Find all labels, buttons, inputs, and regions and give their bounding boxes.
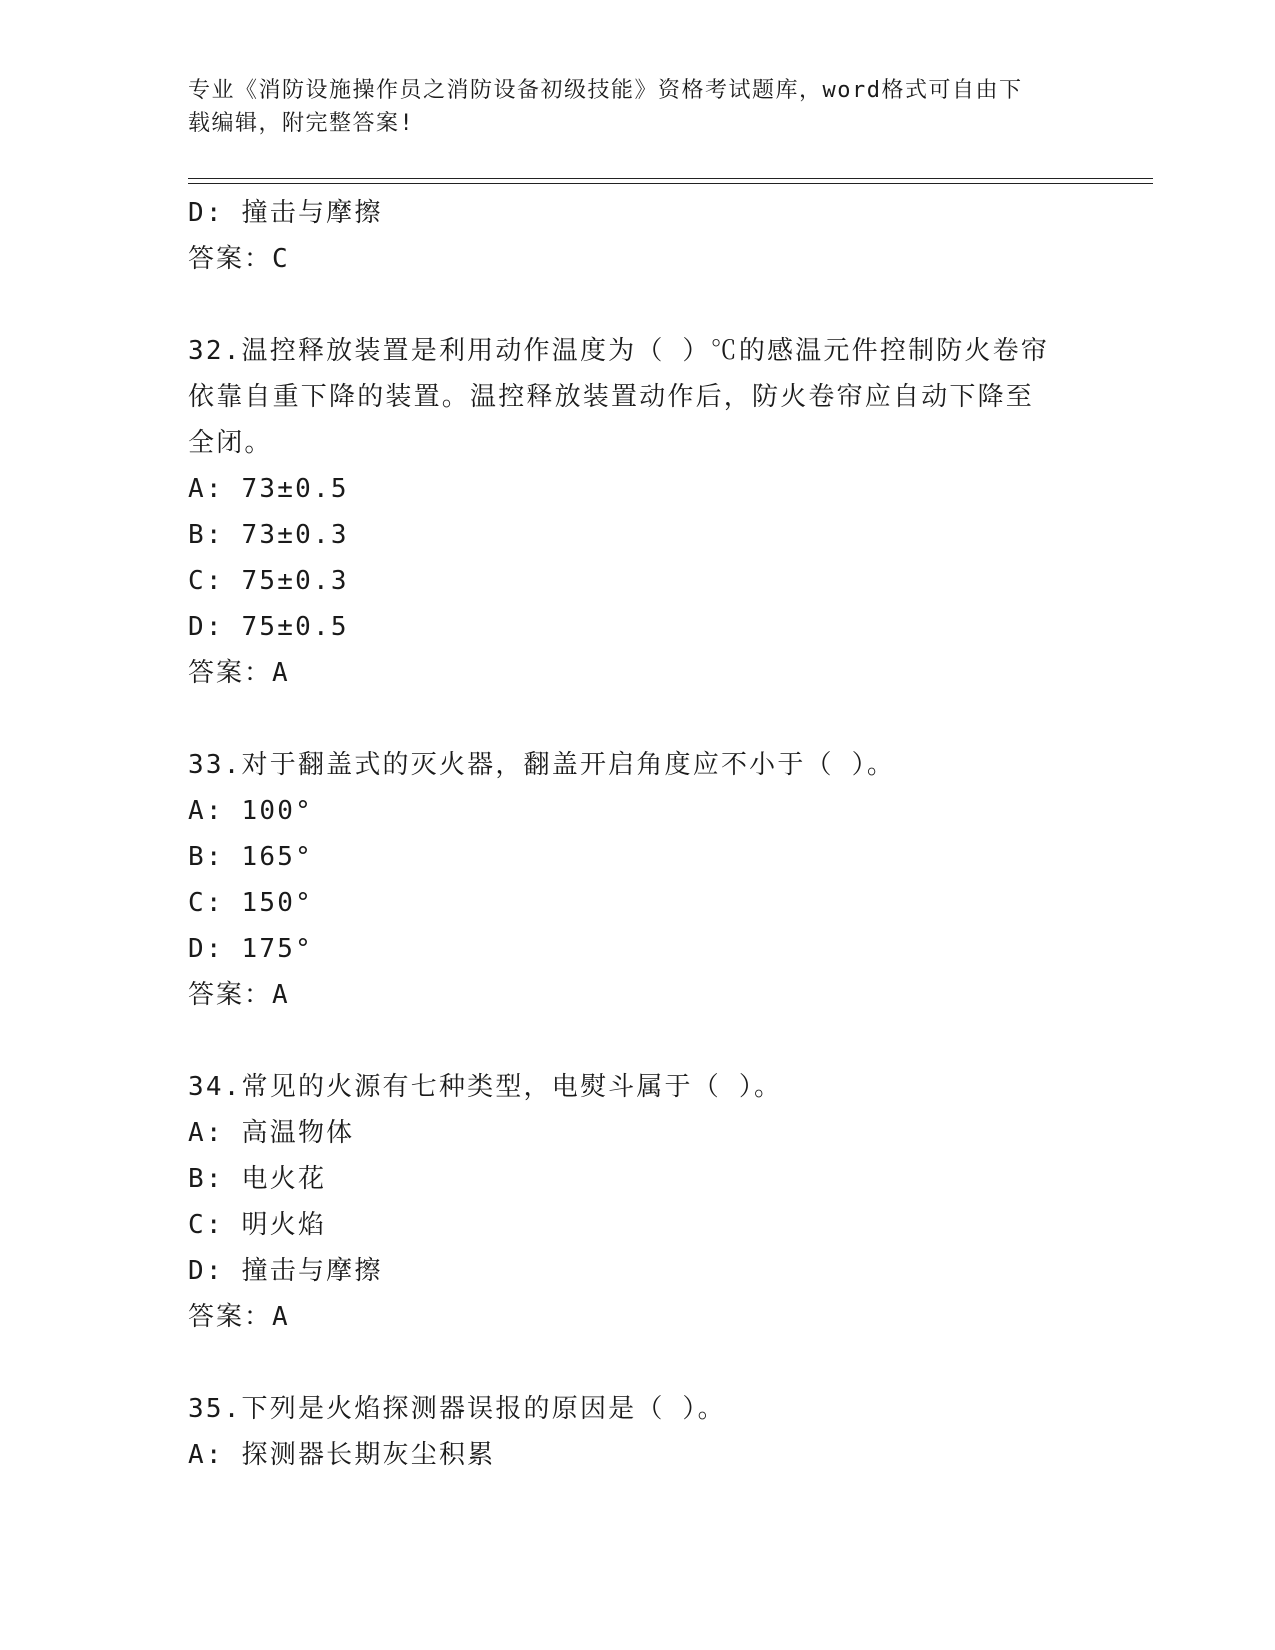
option-d: D: 175°	[188, 934, 313, 964]
spacer	[188, 696, 1088, 742]
spacer	[188, 282, 1088, 328]
header-line-2: 载编辑，附完整答案!	[188, 111, 415, 136]
header-divider-bottom	[188, 183, 1153, 184]
option-d: D: 撞击与摩擦	[188, 1256, 383, 1286]
question-stem	[188, 1064, 1088, 1110]
stem-line: 依靠自重下降的装置。温控释放装置动作后，防火卷帘应自动下降至	[188, 382, 1035, 412]
stem-line: 35.下列是火焰探测器误报的原因是（ ）。	[188, 1394, 726, 1424]
answer-label: 答案：	[188, 980, 273, 1010]
answer-line	[188, 1294, 1088, 1340]
stem-line: 全闭。	[188, 428, 273, 458]
option-d: D: 撞击与摩擦	[188, 198, 383, 228]
option-b: B: 165°	[188, 842, 313, 872]
answer-value: A	[272, 658, 290, 688]
option-b: B: 73±0.3	[188, 520, 349, 550]
stem-line: 34.常见的火源有七种类型，电熨斗属于（ ）。	[188, 1072, 783, 1102]
answer-label: 答案：	[188, 244, 273, 274]
option-a: A: 100°	[188, 796, 313, 826]
header-line-1: 专业《消防设施操作员之消防设备初级技能》资格考试题库，word格式可自由下	[188, 78, 1023, 103]
option-d: D: 75±0.5	[188, 612, 349, 642]
question-stem	[188, 742, 1088, 788]
stem-line: 33.对于翻盖式的灭火器，翻盖开启角度应不小于（ ）。	[188, 750, 896, 780]
option-c: C: 150°	[188, 888, 313, 918]
question-32	[188, 328, 1088, 696]
question-33	[188, 742, 1088, 1018]
answer-value: C	[272, 244, 290, 274]
answer-label: 答案：	[188, 658, 273, 688]
spacer	[188, 1018, 1088, 1064]
option-a: A: 探测器长期灰尘积累	[188, 1440, 496, 1470]
option-a: A: 73±0.5	[188, 474, 349, 504]
answer-value: A	[272, 1302, 290, 1332]
stem-line: 32.温控释放装置是利用动作温度为（ ）℃的感温元件控制防火卷帘	[188, 336, 1050, 366]
question-stem	[188, 1386, 1088, 1432]
document-header	[188, 74, 1088, 140]
option-c: C: 75±0.3	[188, 566, 349, 596]
question-31-tail	[188, 190, 1088, 282]
answer-line	[188, 650, 1088, 696]
option-c: C: 明火焰	[188, 1210, 327, 1240]
answer-line	[188, 972, 1088, 1018]
answer-label: 答案：	[188, 1302, 273, 1332]
spacer	[188, 1340, 1088, 1386]
option-a: A: 高温物体	[188, 1118, 355, 1148]
question-35	[188, 1386, 1088, 1478]
question-list	[188, 190, 1088, 1478]
option-b: B: 电火花	[188, 1164, 327, 1194]
answer-value: A	[272, 980, 290, 1010]
question-34	[188, 1064, 1088, 1340]
header-divider-top	[188, 178, 1153, 179]
question-stem	[188, 328, 1088, 466]
answer-line	[188, 236, 1088, 282]
